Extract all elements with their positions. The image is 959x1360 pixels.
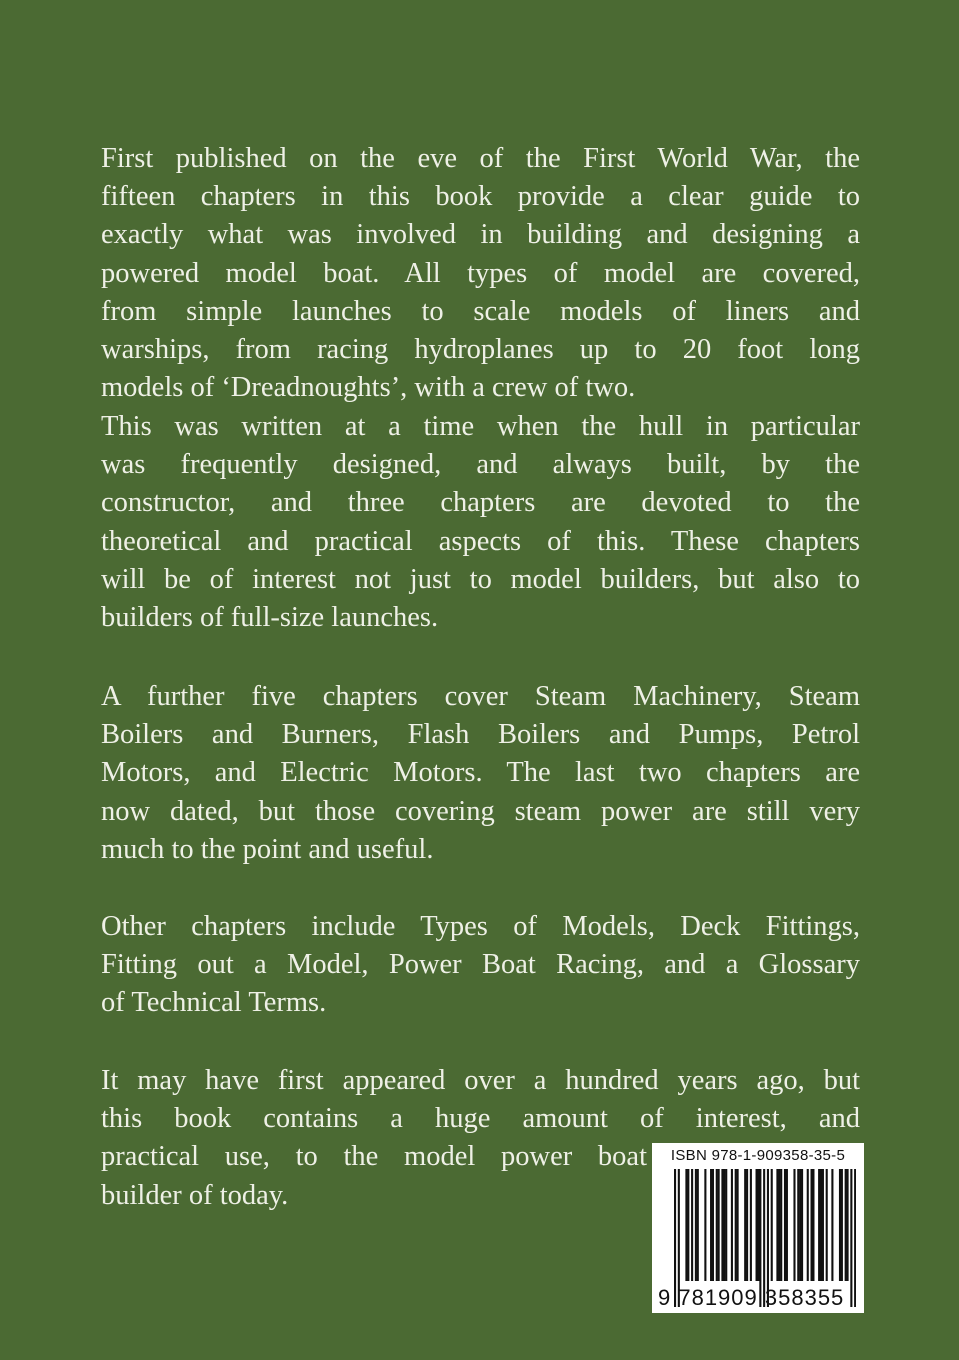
text-line: Other chapters include Types of Models, Deck Fittings,	[101, 911, 860, 942]
barcode-bar	[780, 1169, 782, 1281]
barcode-bar	[845, 1169, 847, 1281]
text-line: First published on the eve of the First World War, the	[101, 143, 860, 174]
barcode-bar	[756, 1169, 758, 1281]
barcode-bar	[746, 1169, 748, 1281]
paragraph-hull	[101, 408, 860, 637]
text-line: It may have first appeared over a hundred years ago, but	[101, 1065, 860, 1096]
barcode-bar	[750, 1169, 752, 1281]
isbn-label: ISBN 978-1-909358-35-5	[670, 1147, 846, 1164]
text-line: was frequently designed, and always built, by the	[101, 449, 860, 481]
barcode-bar	[723, 1169, 725, 1281]
text-line: This was written at a time when the hull in particular	[101, 411, 860, 442]
barcode-bar	[812, 1169, 814, 1281]
barcode-bar	[820, 1169, 822, 1281]
barcode-bar	[757, 1169, 759, 1281]
barcode-bar	[685, 1169, 687, 1281]
isbn-barcode	[652, 1143, 864, 1313]
barcode-bar	[721, 1169, 723, 1281]
text-line: models of ‘Dreadnoughts’, with a crew of two.	[101, 372, 636, 404]
barcode-bar	[793, 1169, 795, 1281]
barcode-bar	[841, 1169, 843, 1281]
text-line: Motors, and Electric Motors. The last two chapters are	[101, 757, 860, 789]
text-line: A further five chapters cover Steam Machinery, Steam	[101, 681, 860, 712]
barcode-bar	[822, 1169, 824, 1281]
text-line: will be of interest not just to model builders, but also to	[101, 563, 860, 595]
barcode-bar	[784, 1169, 786, 1281]
barcode-bar	[807, 1169, 809, 1281]
barcode-bar	[712, 1169, 714, 1281]
barcode-bar	[695, 1169, 697, 1281]
barcode-bar	[725, 1169, 727, 1281]
barcode-bar	[847, 1169, 849, 1281]
barcode-bar	[776, 1169, 778, 1281]
barcode-bar	[786, 1169, 788, 1281]
text-line: much to the point and useful.	[101, 833, 434, 865]
text-line: now dated, but those covering steam power are still very	[101, 795, 860, 827]
text-line: powered model boat. All types of model are covered,	[101, 257, 860, 289]
barcode-bar	[811, 1169, 813, 1281]
barcode-bar	[771, 1169, 773, 1281]
barcode-digits: 9 781909 358355	[658, 1285, 845, 1310]
paragraph-other-chapters	[101, 908, 860, 1023]
barcode-bar	[797, 1169, 799, 1281]
barcode-bar	[854, 1169, 856, 1307]
text-line: practical use, to the model power boat	[101, 1141, 647, 1173]
barcode-bar	[850, 1169, 852, 1307]
text-line: Boilers and Burners, Flash Boilers and Pumps, Petrol	[101, 719, 860, 751]
barcode-bar	[718, 1169, 720, 1281]
text-line: fifteen chapters in this book provide a clear guide to	[101, 181, 860, 213]
text-line: builders of full-size launches.	[101, 601, 439, 633]
text-line: exactly what was involved in building and designing a	[101, 219, 860, 251]
barcode-bar	[839, 1169, 841, 1281]
paragraph-intro	[101, 140, 860, 407]
paragraph-machinery	[101, 678, 860, 869]
barcode-bar	[778, 1169, 780, 1281]
barcode-bar	[716, 1169, 718, 1281]
barcode-bar	[801, 1169, 803, 1281]
barcode-bar	[691, 1169, 693, 1281]
barcode-bar	[731, 1169, 733, 1281]
barcode-bar	[744, 1169, 746, 1281]
text-line: of Technical Terms.	[101, 987, 327, 1019]
barcode-bar	[818, 1169, 820, 1281]
barcode-bar	[687, 1169, 689, 1281]
text-line: this book contains a huge amount of interest, and	[101, 1103, 860, 1135]
text-line: Fitting out a Model, Power Boat Racing, and a Glossary	[101, 949, 860, 981]
text-line: warships, from racing hydroplanes up to 20 foot long	[101, 333, 860, 365]
barcode-bar	[826, 1169, 828, 1281]
text-line: theoretical and practical aspects of this. These chapters	[101, 525, 860, 557]
barcode-bar	[697, 1169, 699, 1281]
barcode-bar	[737, 1169, 739, 1281]
text-line: builder of today.	[101, 1179, 289, 1211]
barcode-bar	[799, 1169, 801, 1281]
barcode-bar	[735, 1169, 737, 1281]
barcode-bar	[704, 1169, 706, 1281]
barcode-bar	[831, 1169, 833, 1281]
barcode-bar	[710, 1169, 712, 1281]
text-line: from simple launches to scale models of liners and	[101, 295, 860, 327]
text-line: constructor, and three chapters are devoted to the	[101, 487, 860, 519]
